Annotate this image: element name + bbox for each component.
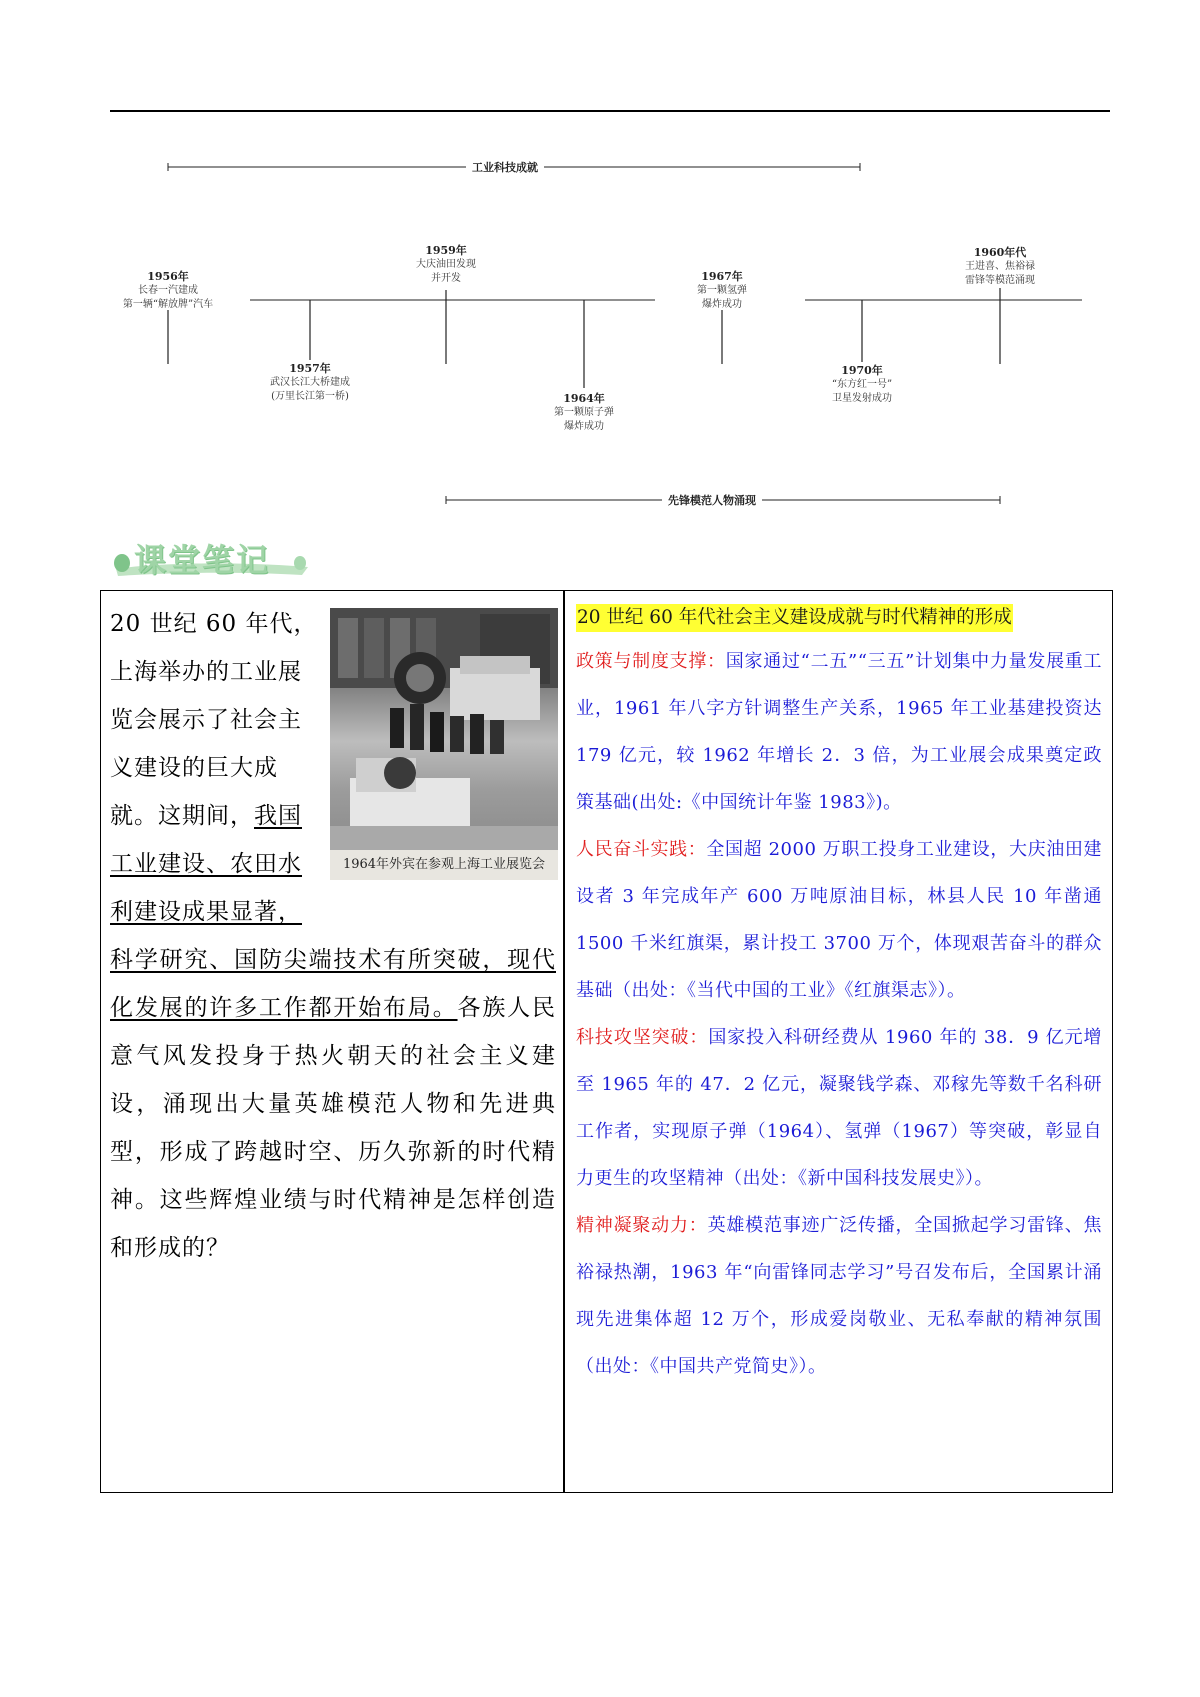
table-column-divider [563,590,565,1493]
event-line: 王进喜、焦裕禄 [965,261,1035,272]
timeline-event-1970 [802,364,922,406]
note-heading: 政策与制度支撑： [576,651,726,672]
note-spirit [576,1202,1102,1390]
timeline [0,0,1200,520]
note-people [576,826,1102,1014]
event-line: 长春一汽建成 [138,285,198,296]
event-year: 1964年 [563,392,605,405]
event-line: “东方红一号” [831,379,893,390]
photo-caption: 1964年外宾在参观上海工业展览会 [330,850,558,880]
intro-line: 就。这期间， [110,803,254,829]
intro-line: 上海举办的工业展 [110,659,302,685]
event-line: 第一颗氢弹 [697,285,747,296]
note-heading: 精神凝聚动力： [576,1215,708,1236]
timeline-event-1959 [386,244,506,286]
notes-banner [112,533,312,577]
intro-rest: 各族人民意气风发投身于热火朝天的社会主义建设，涌现出大量英雄模范人物和先进典型，形成了跨越时空、历久弥新的时代精神。这些辉煌业绩与时代精神是怎样创造和形成的？ [110,995,557,1261]
intro-continued [110,936,556,1272]
event-line: 卫星发射成功 [832,393,892,404]
note-heading: 科技攻坚突破： [576,1027,709,1048]
note-heading: 人民奋斗实践： [576,839,707,860]
left-cell [110,600,556,1272]
timeline-event-1960s [940,246,1060,288]
note-body: 英雄模范事迹广泛传播，全国掀起学习雷锋、焦裕禄热潮，1963 年“向雷锋同志学习”号召发布后，全国累计涌现先进集体超 12 万个，形成爱岗敬业、无私奉献的精神氛围（出处：《中国共产党简史》）。 [576,1215,1103,1377]
event-year: 1967年 [701,270,743,283]
timeline-top-caption: 工业科技成就 [466,159,544,175]
intro-line: 览会展示了社会主 [110,707,302,733]
event-year: 1959年 [425,244,467,257]
event-line: 武汉长江大桥建成 [270,377,350,388]
event-year: 1970年 [841,364,883,377]
notes-title: 课堂笔记 [134,541,271,579]
event-year: 1960年代 [973,246,1027,259]
underlined-text: 科学研究、国防尖端技术有所突破，现代化发展的许多工作都开始布局。 [110,947,556,1021]
intro-line: 20 世纪 60 年代， [110,611,318,637]
note-science [576,1014,1102,1202]
note-policy [576,638,1102,826]
underlined-text: 工业建设、农田水 [110,851,302,877]
note-body: 全国超 2000 万职工投身工业建设，大庆油田建设者 3 年完成年产 600 万吨原油目标，林县人民 10 年凿通 1500 千米红旗渠，累计投工 3700 万个，体现艰苦奋斗的群众基础（出处：《当代中国的工业》《红旗渠志》）。 [576,839,1102,1001]
note-body: 国家通过“二五”“三五”计划集中力量发展重工业，1961 年八字方针调整生产关系，1965 年工业基建投资达 179 亿元，较 1962 年增长 2．3 倍，为工业展会成果奠定政策基础(出处:《中国统计年鉴 1983》)。 [576,651,1103,813]
timeline-event-1967 [662,270,782,312]
intro-short-lines [110,600,320,936]
event-line: 爆炸成功 [564,421,604,432]
event-line: 第一辆“解放牌”汽车 [122,299,214,310]
exhibition-photo-image [330,608,558,850]
event-year: 1957年 [289,362,331,375]
timeline-event-1957 [250,362,370,404]
underlined-text: 我国 [254,803,302,829]
intro-line: 义建设的巨大成 [110,755,278,781]
event-line: 并开发 [431,273,461,284]
timeline-event-1964 [524,392,644,434]
event-line: (万里长江第一桥) [271,391,349,402]
timeline-bottom-caption: 先锋模范人物涌现 [662,492,762,508]
event-line: 第一颗原子弹 [554,407,614,418]
right-cell [576,598,1102,1390]
section-title: 20 世纪 60 年代社会主义建设成就与时代精神的形成 [576,604,1013,632]
timeline-event-1956 [108,270,228,312]
exhibition-photo [330,608,558,880]
machinery-illustration [330,608,558,850]
note-body: 国家投入科研经费从 1960 年的 38．9 亿元增至 1965 年的 47．2 亿元，凝聚钱学森、邓稼先等数千名科研工作者，实现原子弹（1964）、氢弹（1967）等突破，彰显自力更生的攻坚精神（出处：《新中国科技发展史》）。 [576,1027,1102,1189]
underlined-text: 利建设成果显著， [110,899,302,925]
event-year: 1956年 [147,270,189,283]
event-line: 爆炸成功 [702,299,742,310]
event-line: 大庆油田发现 [416,259,476,270]
event-line: 雷锋等模范涌现 [965,275,1035,286]
